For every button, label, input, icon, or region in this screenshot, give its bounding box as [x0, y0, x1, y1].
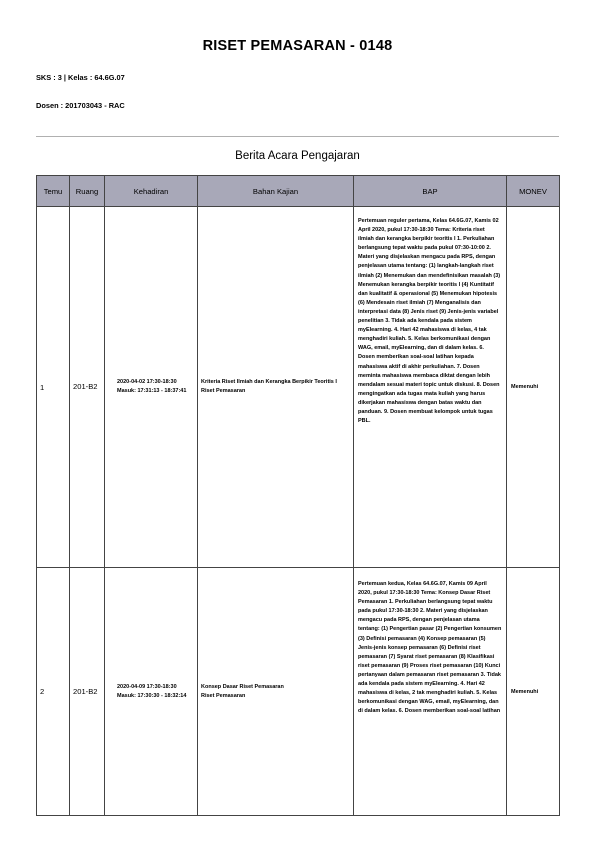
page-title: RISET PEMASARAN - 0148 — [202, 38, 393, 54]
attendance-time: Masuk: 17:30:30 - 18:32:14 — [117, 692, 187, 699]
course-info: SKS : 3 | Kelas : 64.6G.07 — [36, 73, 125, 82]
header-ruang: Ruang — [70, 176, 105, 207]
course-name: Riset Pemasaran — [201, 692, 246, 699]
section-title: Berita Acara Pengajaran — [235, 150, 360, 162]
table-row — [37, 568, 560, 816]
table-header-row — [37, 176, 560, 207]
table-row — [37, 207, 560, 568]
attendance-time: Masuk: 17:31:13 - 18:37:41 — [117, 388, 187, 394]
topic-text: Konsep Dasar Riset Pemasaran — [201, 683, 284, 690]
teaching-report-table — [36, 175, 560, 816]
header-kehadiran: Kehadiran — [105, 176, 198, 207]
cell-ruang: 201-B2 — [70, 207, 105, 568]
divider — [36, 136, 559, 137]
cell-bahan-kajian — [198, 207, 354, 568]
header-monev: MONEV — [507, 176, 560, 207]
header-bahan-kajian: Bahan Kajian — [198, 176, 354, 207]
cell-temu: 2 — [37, 568, 70, 816]
cell-kehadiran — [105, 568, 198, 816]
header-temu: Temu — [37, 176, 70, 207]
cell-bap: Pertemuan reguler pertama, Kelas 64.6G.07, Kamis 02 April 2020, pukul 17:30-18:30 Tema: Kriteria riset ilmiah dan kerangka berpikir teoritis I 1. Perkuliahan berlangsung tepat waktu pada pukul 07:30-10:00 2. Materi yang disjelaskan mengacu pada RPS, dengan penjelasan utama tentang: (1) langkah-langkah riset ilmiah (2) Menemukan dan mendefinisikan masalah (3) Menemukan kerangka berpikir teoritis I (4) Kuntitatif dan kualitatif & operasional (5) Menemukan hipotesis (6) Mendesain riset ilmiah (7) Menganalisis dan interpretasi data (8) Jenis riset (9) Jenis-jenis variabel penelitian 3. Tidak ada kendala pada sistem myElearning. 4. Hari 42 mahasiswa di kelas, 4 tak menghadiri kuliah. 5. Kelas berkomunikasi dengan WAG, email, myElearning, dan di dalam kelas. 6. Dosen memberikan soal-soal latihan kepada mahasiswa aktif di akhir perkuliahan. 7. Dosen meminta mahasiswa membaca diktat dengan lebih mendalam sesuai materi topic untuk diskusi. 8. Dosen mengingatkan ada tugas mata kuliah yang harus dikerjakan mahasiswa dengan batas waktu dan panduan. 9. Dosen membuat kelompok untuk tugas PBL. — [354, 207, 507, 568]
lecturer-info: Dosen : 201703043 - RAC — [36, 101, 125, 110]
schedule-time: 2020-04-09 17:30-18:30 — [117, 683, 177, 690]
schedule-time: 2020-04-02 17:30-18:30 — [117, 379, 177, 386]
course-name: Riset Pemasaran — [201, 388, 246, 394]
cell-kehadiran — [105, 207, 198, 568]
header-bap: BAP — [354, 176, 507, 207]
cell-bahan-kajian — [198, 568, 354, 816]
cell-temu: 1 — [37, 207, 70, 568]
cell-bap: Pertemuan kedua, Kelas 64.6G.07, Kamis 09 April 2020, pukul 17:30-18:30 Tema: Konsep Dasar Riset Pemasaran 1. Perkuliahan berlangsung tepat waktu pada pukul 17:30-18:30 2. Materi yang disjelaskan mengacu pada RPS, dengan penjelasan utama tentang: (1) Pengertian pasar (2) Pengertian konsumen (3) Definisi pemasaran (4) Konsep pemasaran (5) Jenis-jenis konsep pemasaran (6) Definisi riset pemasaran (7) Syarat riset pemasaran (8) Klasifikasi riset pemasaran (9) Proses riset pemasaran (10) Kunci pertanyaan dalam pemasaran riset pemasaran 3. Tidak ada kendala pada sistem myElearning. 4. Hari 42 mahasiswa di kelas, 2 tak menghadiri kuliah. 5. Kelas berkomunikasi dengan WAG, email, myElearning, dan di dalam kelas. 6. Dosen memberikan soal-soal latihan — [354, 568, 507, 816]
cell-ruang: 201-B2 — [70, 568, 105, 816]
topic-text: Kriteria Riset Ilmiah dan Kerangka Berpikir Teoritis I — [201, 379, 337, 386]
cell-monev: Memenuhi — [507, 568, 560, 816]
cell-monev: Memenuhi — [507, 207, 560, 568]
